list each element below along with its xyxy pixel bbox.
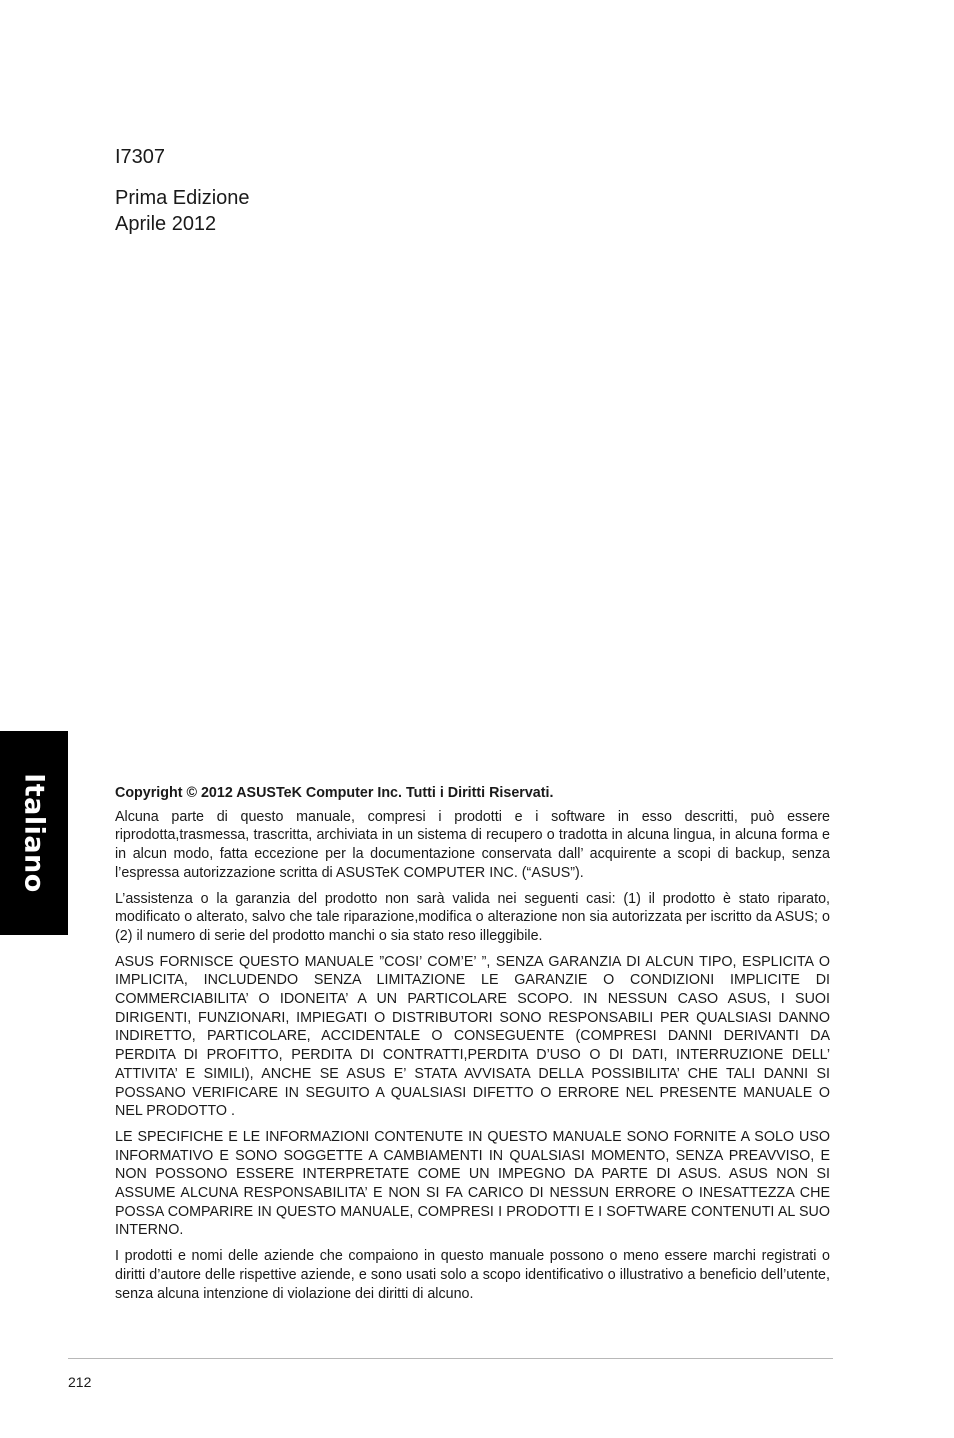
legal-paragraph-disclaimer: ASUS FORNISCE QUESTO MANUALE ”COSI’ COM’E’ ”, SENZA GARANZIA DI ALCUN TIPO, ESPLICITA O IMPLICITA, INCLUDENDO SENZA LIMITAZIONE LE GARANZIE O CONDIZIONI IMPLICITE DI COMMERCIABILITA’ O IDONEITA’ A UN PARTICOLARE SCOPO. IN NESSUN CASO ASUS, I SUOI DIRIGENTI, FUNZIONARI, IMPIEGATI O DISTRIBUTORI SONO RESPONSABILI PER QUALSIASI DANNO INDIRETTO, PARTICOLARE, ACCIDENTALE O CONSEGUENTE (COMPRESI DANNI DERIVANTI DA PERDITA DI PROFITTO, PERDITA DI CONTRATTI,PERDITA D’USO O DI DATI, INTERRUZIONE DELL’ ATTIVITA’ E SIMILI), ANCHE SE ASUS E’ STATA AVVISATA DELLA POSSIBILITA’ CHE TALI DANNI SI POSSANO VERIFICARE IN SEGUITO A QUALSIASI DIFETTO O ERRORE NEL PRESENTE MANUALE O NEL PRODOTTO . [115, 953, 830, 1120]
legal-paragraph-reproduction: Alcuna parte di questo manuale, compresi i prodotti e i software in esso descritti, può essere riprodotta,trasmessa, trascritta, archiviata in un sistema di recupero o tradotta in alcuna lingua, in alcuna forma e in alcun modo, fatta eccezione per la documentazione conservata dall’ acquirente a scopi di backup, senza l’espressa autorizzazione scritta di ASUSTeK COMPUTER INC. (“ASUS”). [115, 808, 830, 881]
page-number: 212 [68, 1374, 92, 1390]
footer-divider [68, 1358, 833, 1359]
legal-paragraph-specifications: LE SPECIFICHE E LE INFORMAZIONI CONTENUTE IN QUESTO MANUALE SONO FORNITE A SOLO USO INFORMATIVO E SONO SOGGETTE A CAMBIAMENTI IN QUALSIASI MOMENTO, SENZA PREAVVISO, E NON POSSONO ESSERE INTERPRETATE COME UN IMPEGNO DA PARTE DI ASUS. ASUS NON SI ASSUME ALCUNA RESPONSABILITA’ E NON SI FA CARICO DI NESSUN ERRORE O INESATTEZZA CHE POSSA COMPARIRE IN QUESTO MANUALE, COMPRESI I PRODOTTI E I SOFTWARE CONTENUTI AL SUO INTERNO. [115, 1128, 830, 1239]
edition-info [115, 185, 250, 237]
legal-notice [115, 784, 830, 1310]
edition-date: Aprile 2012 [115, 213, 217, 235]
legal-paragraph-trademarks: I prodotti e nomi delle aziende che compaiono in questo manuale possono o meno essere marchi registrati o diritti d’autore delle rispettive aziende, e sono usati solo a scopo identificativo o illustrativo a beneficio dell’utente, senza alcuna intenzione di violazione dei diritti di alcuno. [115, 1248, 830, 1302]
language-side-tab [0, 731, 68, 935]
language-tab-label: Italiano [18, 773, 50, 893]
edition-label: Prima Edizione [115, 187, 250, 209]
model-number: I7307 [115, 146, 166, 168]
copyright-statement: Copyright © 2012 ASUSTeK Computer Inc. Tutti i Diritti Riservati. [115, 785, 554, 801]
legal-paragraph-warranty: L’assistenza o la garanzia del prodotto non sarà valida nei seguenti casi: (1) il prodotto è stato riparato, modificato o alterato, salvo che tale riparazione,modifica o alterazione non sia autorizzata per iscritto da ASUS; o (2) il numero di serie del prodotto manchi o sia stato reso illeggibile. [115, 890, 830, 944]
